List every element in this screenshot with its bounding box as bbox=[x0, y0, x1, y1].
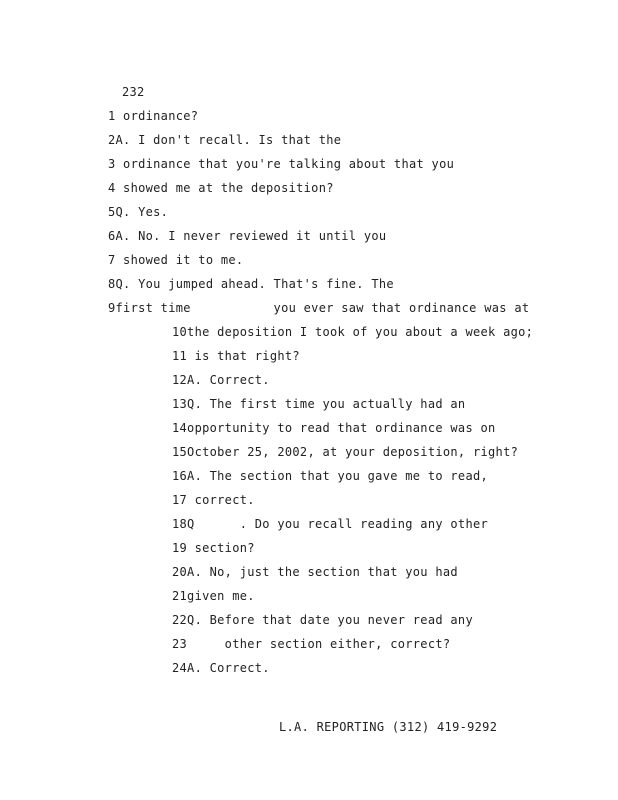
transcript-line-7: 7 showed it to me. bbox=[108, 253, 244, 267]
transcript-line-24: 24A. Correct. bbox=[172, 661, 270, 675]
transcript-line-17: 17 correct. bbox=[172, 493, 255, 507]
transcript-line-14: 14opportunity to read that ordinance was on bbox=[172, 421, 496, 435]
transcript-line-8: 8Q. You jumped ahead. That's fine. The bbox=[108, 277, 394, 291]
reporter-footer: L.A. REPORTING (312) 419-9292 bbox=[279, 720, 498, 734]
transcript-line-19: 19 section? bbox=[172, 541, 255, 555]
transcript-line-9: 9first time you ever saw that ordinance was at bbox=[108, 301, 530, 315]
transcript-line-23: 23 other section either, correct? bbox=[172, 637, 451, 651]
transcript-line-22: 22Q. Before that date you never read any bbox=[172, 613, 473, 627]
transcript-line-6: 6A. No. I never reviewed it until you bbox=[108, 229, 387, 243]
transcript-line-16: 16A. The section that you gave me to read, bbox=[172, 469, 489, 483]
transcript-line-2: 2A. I don't recall. Is that the bbox=[108, 133, 342, 147]
transcript-line-1: 1 ordinance? bbox=[108, 109, 199, 123]
transcript-line-3: 3 ordinance that you're talking about that you bbox=[108, 157, 455, 171]
transcript-line-15: 15October 25, 2002, at your deposition, right? bbox=[172, 445, 519, 459]
transcript-line-4: 4 showed me at the deposition? bbox=[108, 181, 334, 195]
transcript-line-10: 10the deposition I took of you about a week ago; bbox=[172, 325, 534, 339]
transcript-line-11: 11 is that right? bbox=[172, 349, 300, 363]
transcript-line-18: 18Q . Do you recall reading any other bbox=[172, 517, 489, 531]
transcript-line-21: 21given me. bbox=[172, 589, 255, 603]
transcript-line-20: 20A. No, just the section that you had bbox=[172, 565, 458, 579]
transcript-line-5: 5Q. Yes. bbox=[108, 205, 169, 219]
transcript-line-13: 13Q. The first time you actually had an bbox=[172, 397, 466, 411]
page-number: 232 bbox=[122, 85, 145, 99]
transcript-line-12: 12A. Correct. bbox=[172, 373, 270, 387]
